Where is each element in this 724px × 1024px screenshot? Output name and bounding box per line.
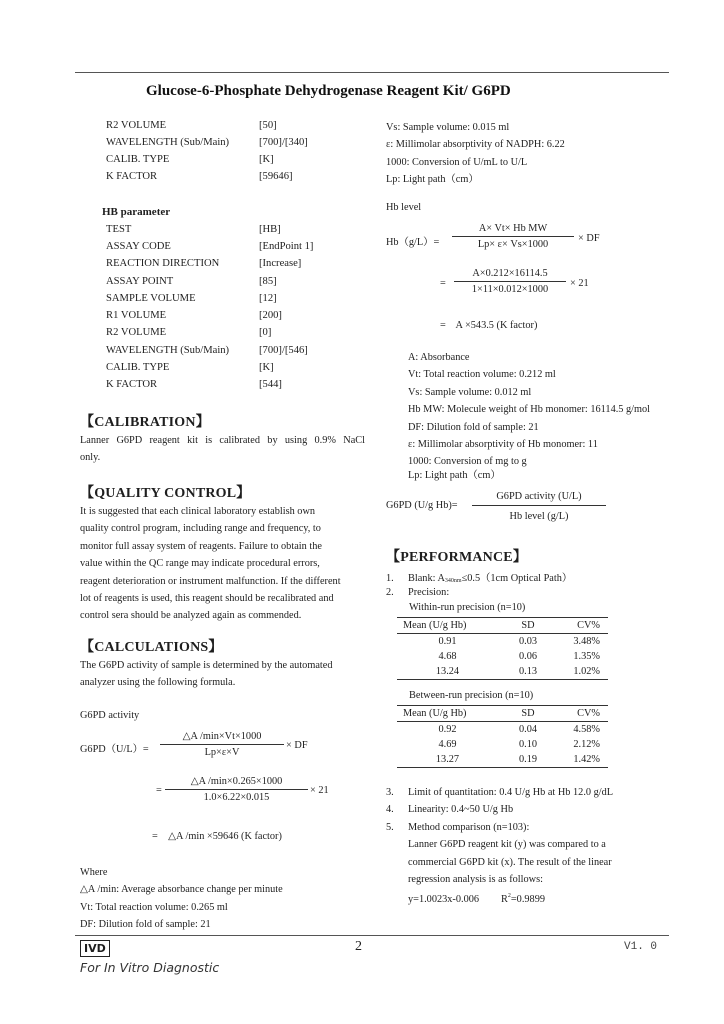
param-row: R2 VOLUME [50] [106,120,277,131]
calibration-heading: 【CALIBRATION】 [80,415,210,430]
param-row: SAMPLE VOLUME [12] [106,293,277,304]
param-row: REACTION DIRECTION [Increase] [106,258,302,269]
param-row: R1 VOLUME [200] [106,310,282,321]
param-row: ASSAY CODE [EndPoint 1] [106,241,314,252]
quality-control-text: It is suggested that each clinical laboratory establish own quality control program, including range and frequency, to monitor full assay system of reagents. Failure to obtain the value within the QC range may indicate procedural errors, reagent deterioration or instrument malfunction. If the different lot of reagents is used, this reagent should be recalibrated and control sera should be analyzed again as commended. [80,506,341,622]
hb-level-label: Hb level [386,202,422,213]
hb-formula-3: = A ×543.5 (K factor) [440,320,538,331]
param-row: WAVELENGTH (Sub/Main) [700]/[546] [106,345,308,356]
ivd-badge-icon: IVD [80,940,110,957]
param-row: WAVELENGTH (Sub/Main) [700]/[340] [106,137,308,148]
document-title: Glucose-6-Phosphate Dehydrogenase Reagent Kit/ G6PD [146,83,511,99]
performance-item-5: 5. Method comparison (n=103): [386,821,530,833]
param-row: K FACTOR [59646] [106,171,293,182]
performance-item-2: 2. Precision: [386,587,450,598]
fraction-bar [452,236,574,237]
param-row: CALIB. TYPE [K] [106,154,274,165]
performance-item-3: 3. Limit of quantitation: 0.4 U/g Hb at Hb 12.0 g/dL [386,787,614,798]
g6pd-variable-definitions: Vs: Sample volume: 0.015 ml ε: Millimolar absorptivity of NADPH: 6.22 1000: Conversion of U/mL to U/L Lp: Light path（cm） [386,122,565,186]
param-row: CALIB. TYPE [K] [106,362,274,373]
calibration-text: Lanner G6PD reagent kit is calibrated by using 0.9% NaCl only. [80,435,365,464]
footer-rule [75,935,669,936]
between-run-precision-table [397,705,608,768]
param-row: TEST [HB] [106,224,281,235]
within-run-caption: Within-run precision (n=10) [409,602,526,613]
header-rule [75,72,669,73]
table-row: 13.24 0.13 1.02% [397,664,608,680]
g6pd-formula-3: = △A /min ×59646 (K factor) [152,831,282,842]
regression-equation: y=1.0023x-0.006 $R^2=0.9899$ [408,893,545,906]
performance-item-4: 4. Linearity: 0.4~50 U/g Hb [386,804,514,816]
table-row: 0.91 0.03 3.48% [438,636,600,647]
table-row: 4.68 0.06 1.35% [438,651,600,662]
hb-parameter-heading: HB parameter [102,206,171,218]
table-header-row: Mean (U/g Hb) SD CV% [397,618,608,634]
calculations-text: The G6PD activity of sample is determined by the automated analyzer using the following formula. [80,660,333,689]
ivd-label: For In Vitro Diagnostic [80,960,220,975]
table-row: 13.27 0.19 1.42% [397,752,608,768]
param-row: K FACTOR [544] [106,379,282,390]
performance-items-3-5: 3. Limit of quantitation: 0.4 U/g Hb at Hb 12.0 g/dL 4. Linearity: 0.4~50 U/g Hb 5. Method comparison (n=103): Lanner G6PD reagent kit (y) was compared to a commercial G6PD kit (x). The result of the linear regression analysis is as follows: y=1.0023x-0.006 $R^2=0.9899$ [386,784,681,909]
version-label: V1. 0 [624,941,658,953]
between-run-caption: Between-run precision (n=10) [409,690,534,701]
performance-item-1: 1. Blank: $A_{340nm}\le 0.5(1cm$ Optical Path） [386,573,573,584]
performance-heading: 【PERFORMANCE】 [386,550,528,565]
calculations-heading: 【CALCULATIONS】 [80,640,223,655]
fraction-bar [165,789,308,790]
calculations-where: Where △A /min: Average absorbance change per minute Vt: Total reaction volume: 0.265 ml DF: Dilution fold of sample: 21 [80,867,283,931]
table-header-row: Mean (U/g Hb) SD CV% [397,706,608,722]
page-number: 2 [355,939,362,954]
fraction-bar [472,505,606,506]
hb-variable-definitions: A: Absorbance Vt: Total reaction volume: 0.212 ml Vs: Sample volume: 0.012 ml Hb MW: Molecule weight of Hb monomer: 16114.5 g/mol DF: Dilution fold of sample: 21 ε: Millimolar absorptivity of Hb monomer: 11 1000: Conversion of mg to g Lp: Light path（cm） [408,352,651,482]
fraction-bar [454,281,566,282]
within-run-precision-table [397,617,608,680]
g6pd-activity-label: G6PD activity [80,710,140,721]
quality-control-heading: 【QUALITY CONTROL】 [80,486,251,501]
table-row: 4.69 0.10 2.12% [438,739,600,750]
table-row: 0.92 0.04 4.58% [438,724,600,735]
fraction-bar [160,744,284,745]
param-row: R2 VOLUME [0] [106,327,272,338]
param-row: ASSAY POINT [85] [106,276,277,287]
